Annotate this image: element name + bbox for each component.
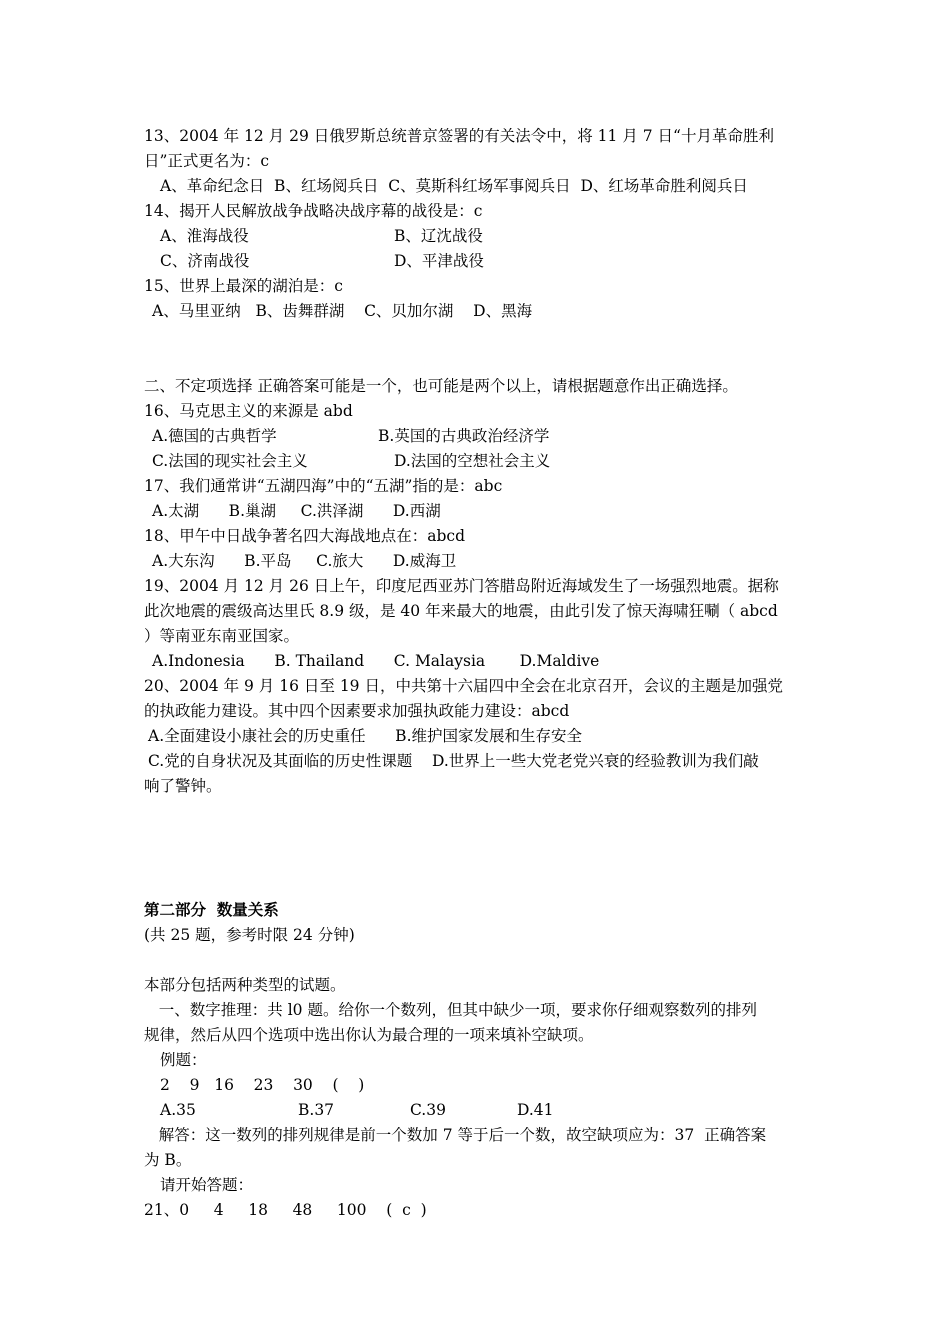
- q13-options: A、革命纪念日 B、红场阅兵日 C、莫斯科红场军事阅兵日 D、红场革命胜利阅兵日: [160, 177, 748, 195]
- q15-options: A、马里亚纳 B、齿舞群湖 C、贝加尔湖 D、黑海: [152, 302, 533, 320]
- q20-options1: A.全面建设小康社会的历史重任 B.维护国家发展和生存安全: [148, 727, 583, 745]
- q13-line1: 13、2004 年 12 月 29 日俄罗斯总统普京签署的有关法令中，将 11 月 7 日“十月革命胜利: [144, 127, 774, 145]
- q20-line1: 20、2004 年 9 月 16 日至 19 日，中共第十六届四中全会在北京召开，会议的主题是加强党: [144, 677, 783, 695]
- example-label: 例题：: [160, 1051, 207, 1069]
- q17-options: A.太湖 B.巢湖 C.洪泽湖 D.西湖: [152, 502, 441, 520]
- q19-line3: ）等南亚东南亚国家。: [144, 627, 300, 645]
- q19-line1: 19、2004 月 12 月 26 日上午，印度尼西亚苏门答腊岛附近海域发生了一场强烈地震。据称: [144, 577, 779, 595]
- q16-option-b: B.英国的古典政治经济学: [378, 427, 550, 445]
- q16-option-a: A.德国的古典哲学: [152, 427, 277, 445]
- q17-question: 17、我们通常讲“五湖四海”中的“五湖”指的是：abc: [144, 477, 503, 495]
- example-option-c: C.39: [410, 1101, 446, 1119]
- section2-intro: 二、不定项选择 正确答案可能是一个，也可能是两个以上，请根据题意作出正确选择。: [144, 377, 738, 395]
- q16-option-d: D.法国的空想社会主义: [394, 452, 551, 470]
- answer-line1: 解答：这一数列的排列规律是前一个数加 7 等于后一个数，故空缺项应为：37 正确答案: [144, 1126, 767, 1144]
- q14-option-b: B、辽沈战役: [394, 227, 483, 245]
- q16-question: 16、马克思主义的来源是 abd: [144, 402, 353, 420]
- q20-line2: 的执政能力建设。其中四个因素要求加强执政能力建设：abcd: [144, 702, 570, 720]
- q14-option-c: C、济南战役: [160, 252, 250, 270]
- q20-options2: C.党的自身状况及其面临的历史性课题 D.世界上一些大党老党兴衰的经验教训为我们敲: [148, 752, 759, 770]
- example-option-b: B.37: [298, 1101, 335, 1119]
- q19-line2: 此次地震的震级高达里氏 8.9 级，是 40 年来最大的地震，由此引发了惊天海啸狂唰（ abcd: [144, 602, 778, 620]
- answer-line2: 为 B。: [144, 1151, 192, 1169]
- example-option-d: D.41: [517, 1101, 554, 1119]
- q15-question: 15、世界上最深的湖泊是：c: [144, 277, 343, 295]
- example-sequence: 2 9 16 23 30 ( ): [160, 1076, 365, 1094]
- part2-type1-line2: 规律，然后从四个选项中选出你认为最合理的一项来填补空缺项。: [144, 1026, 594, 1044]
- q14-option-a: A、淮海战役: [160, 227, 249, 245]
- q13-line2: 日”正式更名为：c: [144, 152, 270, 170]
- example-option-a: A.35: [160, 1101, 196, 1119]
- q19-options: A.Indonesia B. Thailand C. Malaysia D.Maldive: [152, 652, 600, 670]
- part2-intro: 本部分包括两种类型的试题。: [144, 976, 346, 994]
- part2-type1-line1: 一、数字推理：共 l0 题。给你一个数列，但其中缺少一项，要求你仔细观察数列的排列: [144, 1001, 757, 1019]
- part2-subtitle: (共 25 题，参考时限 24 分钟): [144, 926, 355, 944]
- q20-line3: 响了警钟。: [144, 777, 222, 795]
- q18-options: A.大东沟 B.平岛 C.旅大 D.威海卫: [152, 552, 457, 570]
- q16-option-c: C.法国的现实社会主义: [152, 452, 308, 470]
- q14-option-d: D、平津战役: [394, 252, 484, 270]
- q21-sequence: 21、0 4 18 48 100 ( c ): [144, 1201, 427, 1219]
- q14-question: 14、揭开人民解放战争战略决战序幕的战役是：c: [144, 202, 483, 220]
- part2-title: 第二部分 数量关系: [144, 900, 279, 919]
- q18-question: 18、甲午中日战争著名四大海战地点在：abcd: [144, 527, 465, 545]
- start-prompt: 请开始答题：: [160, 1176, 254, 1194]
